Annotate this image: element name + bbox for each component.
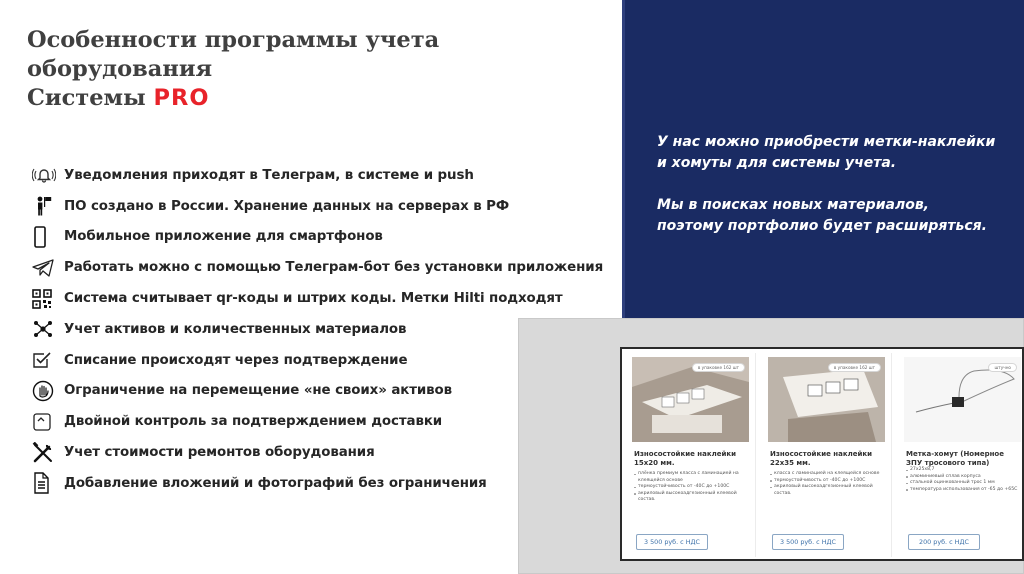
- product-spec: плёнка премиум класса с ламинацией на клеящейся основе: [634, 471, 752, 484]
- product-tag: штучно: [988, 363, 1017, 372]
- feature-text: Работать можно с помощью Телеграм-бот без установки приложения: [64, 260, 604, 276]
- title-prefix: Системы: [27, 85, 146, 111]
- product-photo-cable-seal: [904, 357, 1021, 442]
- slide-title: [27, 26, 617, 113]
- feature-item: [32, 160, 612, 191]
- product-card: [898, 353, 1024, 557]
- product-card: [762, 353, 892, 557]
- feature-text: Уведомления приходят в Телеграм, в системе и push: [64, 167, 474, 183]
- telegram-icon: [32, 258, 58, 278]
- bell-icon: [32, 165, 58, 185]
- product-spec: акриловый высокоадгезионный клеевой состав.: [770, 484, 888, 497]
- product-specs: [634, 471, 752, 504]
- product-spec: алюминиевый сплав корпуса: [906, 474, 1024, 481]
- title-line-2: [27, 84, 617, 113]
- product-spec: 27х25х8,7: [906, 467, 1024, 474]
- product-photo-labels-box: [768, 357, 885, 442]
- product-tag: в упаковке 162 шт: [692, 363, 745, 372]
- feature-item: [32, 252, 612, 283]
- person-flag-icon: [32, 196, 58, 216]
- feature-text: Учет активов и количественных материалов: [64, 321, 407, 337]
- qr-code-icon: [32, 289, 58, 309]
- product-spec: акриловый высокоадгезионный клеевой состав.: [634, 491, 752, 504]
- feature-text: Система считывает qr-коды и штрих коды. Метки Hilti подходят: [64, 291, 563, 307]
- product-price-button[interactable]: 3 500 руб. с НДС: [772, 534, 844, 550]
- checkbox-icon: [32, 350, 58, 370]
- product-spec: класса с ламинацией на клеящейся основе: [770, 471, 888, 478]
- tools-icon: [32, 443, 58, 463]
- right-panel-text: [657, 132, 997, 237]
- product-card: [626, 353, 756, 557]
- feature-text: Учет стоимости ремонтов оборудования: [64, 445, 375, 461]
- product-name: Износостойкие наклейки 22х35 мм.: [770, 450, 873, 467]
- feature-item: [32, 222, 612, 253]
- product-name: Метка-хомут (Номерное ЗПУ тросового типа): [906, 450, 1004, 467]
- panel-paragraph: Мы в поисках новых материалов, поэтому портфолио будет расширяться.: [657, 197, 987, 234]
- feature-text: Списание происходят через подтверждение: [64, 352, 408, 368]
- double-check-icon: [32, 412, 58, 432]
- product-price-button[interactable]: 3 500 руб. с НДС: [636, 534, 708, 550]
- product-spec: термоустойчивость от -40С до +100С: [634, 484, 752, 491]
- feature-item: [32, 191, 612, 222]
- product-name: Износостойкие наклейки 15х20 мм.: [634, 450, 737, 467]
- product-specs: [770, 471, 888, 497]
- feature-item: [32, 283, 612, 314]
- hand-stop-icon: [32, 381, 58, 401]
- feature-text: ПО создано в России. Хранение данных на серверах в РФ: [64, 198, 510, 214]
- network-icon: [32, 319, 58, 339]
- product-specs: [906, 467, 1024, 493]
- product-spec: температура использования от -65 до +65С: [906, 487, 1024, 494]
- product-photo-labels-box: [632, 357, 749, 442]
- product-spec: термоустойчивость от -40С до +100С: [770, 478, 888, 485]
- title-line-1: Особенности программы учета оборудования: [27, 27, 440, 82]
- product-spec: стальной оцинкованный трос 1 мм: [906, 480, 1024, 487]
- title-accent-pro: PRO: [153, 85, 210, 111]
- feature-text: Добавление вложений и фотографий без ограничения: [64, 475, 487, 491]
- feature-text: Двойной контроль за подтверждением доставки: [64, 414, 443, 430]
- smartphone-icon: [32, 227, 58, 247]
- product-screenshot: [620, 347, 1024, 561]
- feature-text: Мобильное приложение для смартфонов: [64, 229, 383, 245]
- panel-paragraph: У нас можно приобрести метки-наклейки и хомуты для системы учета.: [657, 134, 996, 171]
- attachment-icon: [32, 473, 58, 493]
- product-price-button[interactable]: 200 руб. с НДС: [908, 534, 980, 550]
- feature-text: Ограничение на перемещение «не своих» активов: [64, 383, 453, 399]
- product-tag: в упаковке 162 шт: [828, 363, 881, 372]
